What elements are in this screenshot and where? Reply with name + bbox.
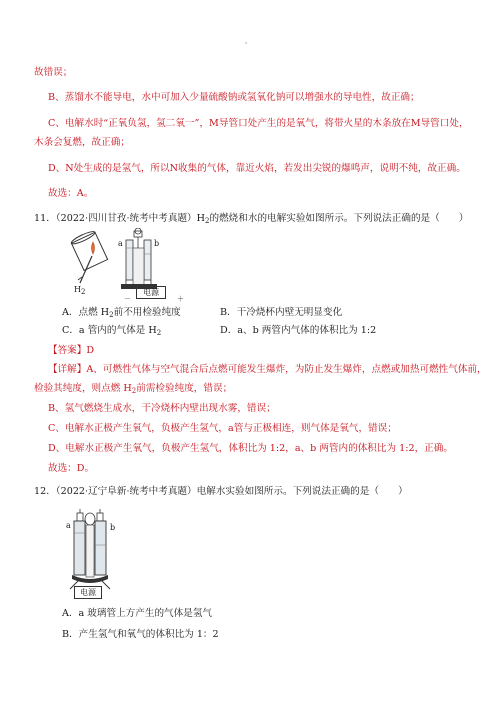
- continuation-option-c-1: C、电解水时“正氧负氢，氢二氧一”，M导管口处产生的是氧气，将带火星的木条放在M导管口处，: [48, 118, 469, 129]
- q12-fig-b-label: b: [110, 523, 116, 532]
- q11-fig-h2-sub: 2: [80, 288, 86, 296]
- q11-option-a-post: 前不用检验纯度: [113, 307, 181, 318]
- q11-stem: [34, 212, 470, 226]
- q11-detail-a2-sub: 2: [131, 387, 137, 395]
- continuation-option-b: B、蒸馏水不能导电，水中可加入少量硫酸钠或氢氧化钠可以增强水的导电性，故正确；: [48, 92, 420, 103]
- q11-fig-a-label: a: [118, 239, 123, 248]
- q11-detail-b: B、氢气燃烧生成水，干冷烧杯内壁出现水雾，错误；: [48, 403, 276, 414]
- q11-number: 11．: [34, 213, 56, 224]
- electrolysis-apparatus: [121, 228, 160, 289]
- q11-detail-a2-post: 前需检验纯度，错误；: [136, 383, 233, 394]
- q11-detail-a2-pre: 检验其纯度，则点燃 H: [34, 383, 132, 394]
- flame-icon: [92, 242, 95, 254]
- q11-option-a-sub: 2: [109, 311, 114, 319]
- q12-option-a: A．a 玻璃管上方产生的气体是氢气: [62, 608, 213, 619]
- q11-fig-power-label: 电源: [136, 286, 166, 299]
- q12-fig-a-label: a: [66, 521, 71, 530]
- electrolysis-apparatus: [70, 509, 110, 589]
- q11-choose: 故选：D。: [48, 463, 95, 474]
- continuation-choose: 故选：A。: [48, 188, 94, 199]
- q11-option-c: [62, 324, 161, 338]
- q12-option-b: B．产生氢气和氧气的体积比为 1：2: [62, 629, 219, 640]
- q11-option-a-pre: A．点燃 H: [62, 307, 110, 318]
- q11-fig-h2: H: [74, 285, 81, 294]
- q11-option-b: B．干冷烧杯内壁无明显变化: [220, 307, 343, 318]
- q12-figure: [60, 503, 130, 598]
- q11-detail-c: C、电解水正极产生氧气，负极产生氢气，a管与正极相连，则气体是氧气，错误；: [48, 423, 397, 434]
- q11-detail-a-1: [48, 363, 487, 377]
- nozzle-icon: [80, 256, 92, 283]
- q11-answer: 【答案】D: [48, 345, 95, 356]
- q11-detail-tag: 【详解】: [48, 364, 87, 375]
- q11-detail-a-2: [34, 382, 470, 396]
- q11-detail-d: D、电解水正极产生氧气，负极产生氢气，体积比为 1:2，a、b 两管内的体积比为 1:2，正确。: [48, 443, 453, 454]
- continuation-line-1: 故错误；: [34, 67, 73, 78]
- q11-option-c-sub: 2: [156, 329, 162, 337]
- q11-fig-plus: ＋: [177, 295, 184, 303]
- q11-option-c-pre: C．a 管内的气体是 H: [62, 325, 157, 336]
- q11-stem-text: （2022·四川甘孜·统考中考真题）H: [55, 213, 206, 224]
- continuation-option-c-2: 木条会复燃，故正确；: [34, 137, 130, 148]
- q11-option-a: [62, 306, 181, 320]
- q11-fig-minus: －: [124, 295, 131, 303]
- q12-stem-text: （2022·辽宁阜新·统考中考真题）电解水实验如图所示。下列说法正确的是（ ）: [55, 486, 408, 497]
- q11-detail-a1-text: A、可燃性气体与空气混合后点燃可能发生爆炸，为防止发生爆炸，点燃或加热可燃性气体前，: [86, 364, 487, 375]
- scan-dot: [245, 42, 247, 44]
- q11-stem-post: 的燃烧和水的电解实验如图所示。下列说法正确的是（ ）: [209, 213, 469, 224]
- q11-fig-h2-label: [74, 283, 85, 297]
- continuation-option-d: D、N处生成的是氢气，所以N收集的气体，靠近火焰，若发出尖锐的爆鸣声，说明不纯，故正确。: [48, 163, 466, 174]
- q12-number: 12．: [34, 486, 56, 497]
- q12-fig-power-label: 电源: [74, 586, 102, 599]
- q12-stem: [34, 485, 470, 499]
- q11-stem-sub: 2: [205, 217, 210, 225]
- q11-fig-b-label: b: [154, 239, 160, 248]
- q11-option-d: D．a、b 两管内气体的体积比为 1:2: [220, 325, 377, 336]
